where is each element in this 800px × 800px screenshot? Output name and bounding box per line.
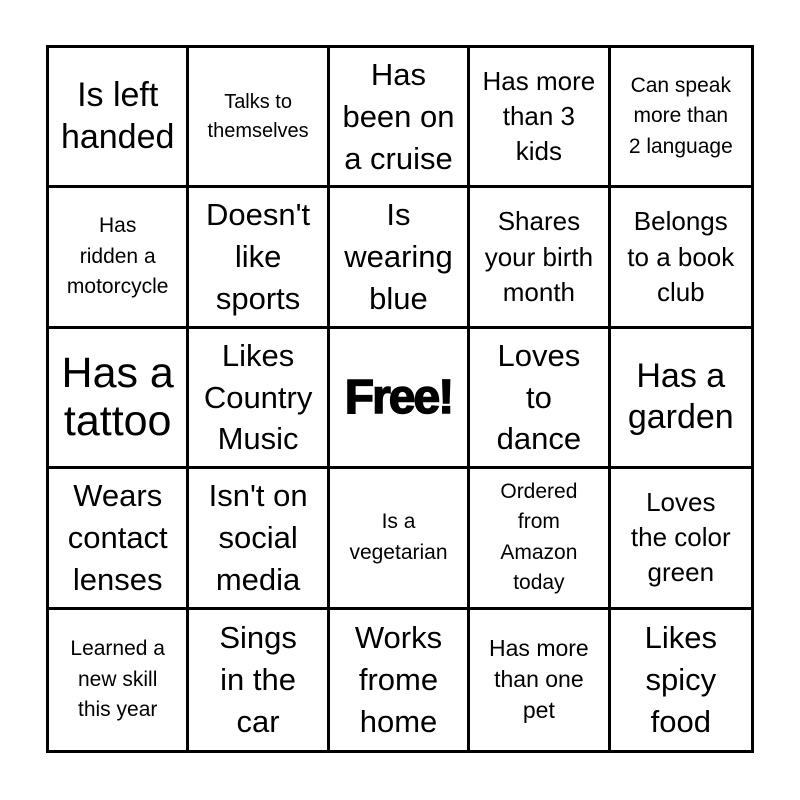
bingo-cell-3-1[interactable] bbox=[49, 329, 189, 469]
bingo-cell-1-3[interactable] bbox=[330, 48, 470, 188]
cell-label: Talks to themselves bbox=[207, 90, 309, 142]
bingo-cell-1-4[interactable] bbox=[470, 48, 610, 188]
bingo-cell-4-5[interactable] bbox=[611, 469, 751, 609]
cell-label: Wears contact lenses bbox=[67, 478, 168, 597]
cell-label: Has more than one pet bbox=[489, 635, 589, 724]
cell-label: Isn't on social media bbox=[208, 478, 308, 597]
bingo-cell-3-4[interactable] bbox=[470, 329, 610, 469]
bingo-cell-2-2[interactable] bbox=[189, 188, 329, 328]
bingo-cell-5-1[interactable] bbox=[49, 610, 189, 750]
bingo-cell-4-2[interactable] bbox=[189, 469, 329, 609]
cell-label: Has ridden a motorcycle bbox=[66, 214, 169, 299]
bingo-cell-4-4[interactable] bbox=[470, 469, 610, 609]
bingo-cell-1-1[interactable] bbox=[49, 48, 189, 188]
bingo-cell-3-5[interactable] bbox=[611, 329, 751, 469]
bingo-cell-4-1[interactable] bbox=[49, 469, 189, 609]
bingo-cell-5-5[interactable] bbox=[611, 610, 751, 750]
cell-label: Belongs to a book club bbox=[627, 206, 735, 307]
cell-label: Can speak more than 2 language bbox=[628, 74, 733, 158]
free-space-label: Free! bbox=[344, 370, 453, 424]
bingo-cell-1-5[interactable] bbox=[611, 48, 751, 188]
bingo-cell-1-2[interactable] bbox=[189, 48, 329, 188]
cell-label: Shares your birth month bbox=[484, 206, 594, 307]
cell-label: Is left handed bbox=[60, 76, 175, 156]
cell-label: Is wearing blue bbox=[344, 197, 453, 317]
cell-label: Loves the color green bbox=[630, 487, 731, 588]
bingo-cell-5-2[interactable] bbox=[189, 610, 329, 750]
cell-label: Has a garden bbox=[627, 357, 734, 437]
cell-label: Sings in the car bbox=[219, 620, 297, 739]
cell-label: Ordered from Amazon today bbox=[500, 480, 578, 595]
bingo-cell-2-4[interactable] bbox=[470, 188, 610, 328]
bingo-cell-4-3[interactable] bbox=[330, 469, 470, 609]
cell-label: Has been on a cruise bbox=[342, 56, 455, 176]
cell-label: Has a tattoo bbox=[61, 349, 174, 446]
cell-label: Has more than 3 kids bbox=[482, 66, 596, 167]
free-space[interactable] bbox=[330, 329, 470, 469]
cell-label: Is a vegetarian bbox=[349, 510, 448, 564]
bingo-cell-2-5[interactable] bbox=[611, 188, 751, 328]
bingo-cell-2-3[interactable] bbox=[330, 188, 470, 328]
cell-label: Learned a new skill this year bbox=[70, 637, 165, 721]
cell-label: Works frome home bbox=[354, 620, 443, 739]
cell-label: Loves to dance bbox=[496, 337, 582, 457]
cell-label: Likes Country Music bbox=[203, 337, 313, 457]
bingo-cell-3-2[interactable] bbox=[189, 329, 329, 469]
bingo-board bbox=[46, 45, 754, 753]
cell-label: Doesn't like sports bbox=[206, 197, 311, 317]
cell-label: Likes spicy food bbox=[644, 620, 717, 739]
bingo-cell-5-4[interactable] bbox=[470, 610, 610, 750]
bingo-cell-2-1[interactable] bbox=[49, 188, 189, 328]
bingo-cell-5-3[interactable] bbox=[330, 610, 470, 750]
